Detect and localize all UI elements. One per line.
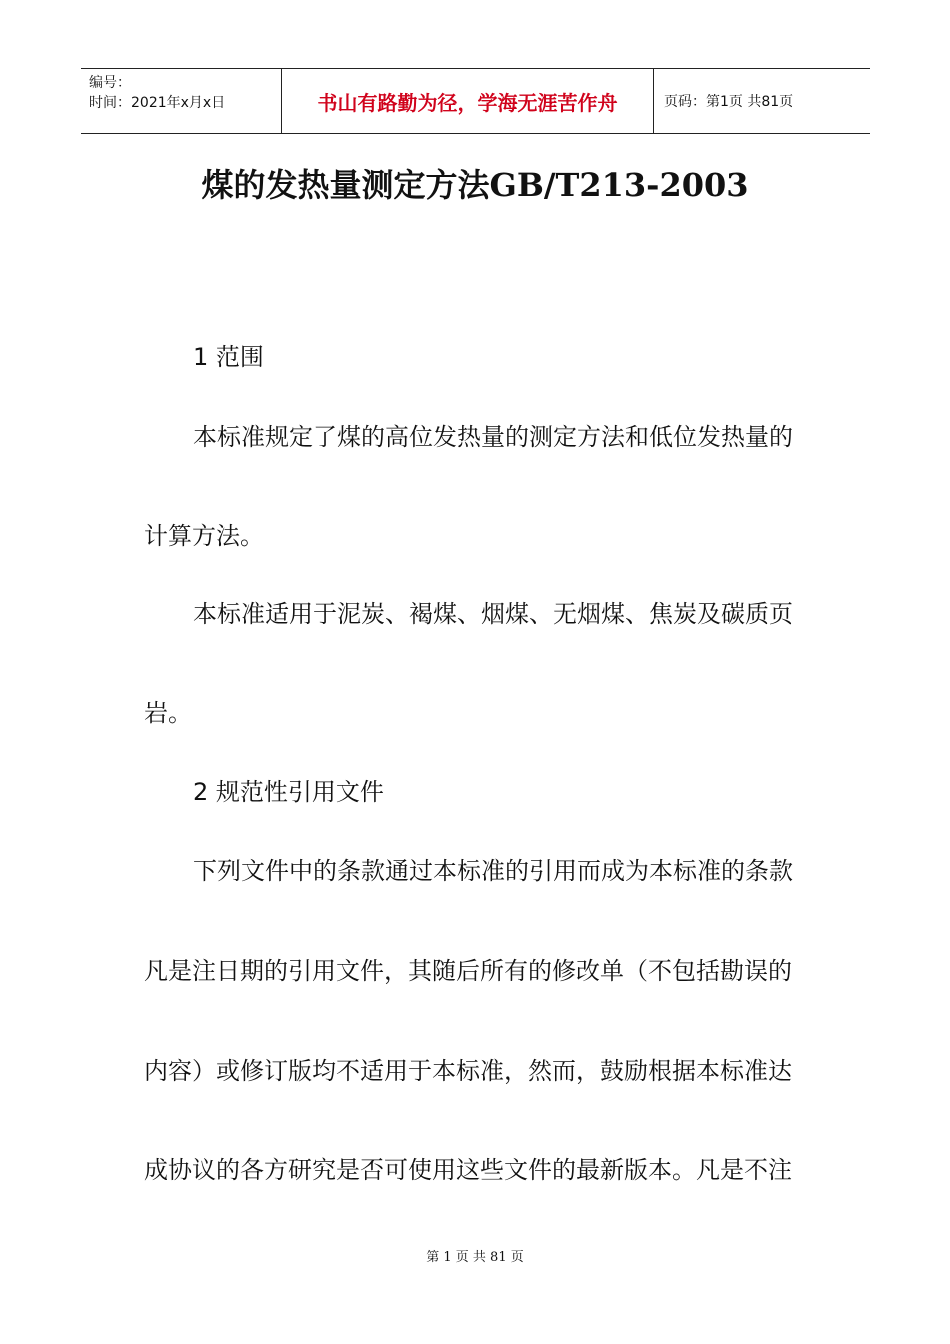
document-number-label: 编号： [89, 75, 131, 91]
document-time-label: 时间：2021年x月x日 [89, 95, 226, 111]
body-line: 下列文件中的条款通过本标准的引用而成为本标准的条款 [193, 857, 793, 885]
section-heading-2: 2 规范性引用文件 [193, 778, 384, 806]
body-line: 岩。 [144, 699, 192, 727]
body-line: 计算方法。 [144, 522, 264, 550]
header-motto: 书山有路勤为径，学海无涯苦作舟 [282, 69, 654, 133]
header-meta [81, 69, 282, 133]
body-line: 成协议的各方研究是否可使用这些文件的最新版本。凡是不注 [144, 1156, 792, 1184]
body-line: 内容）或修订版均不适用于本标准，然而，鼓励根据本标准达 [144, 1057, 792, 1085]
body-line: 凡是注日期的引用文件，其随后所有的修改单（不包括勘误的 [144, 957, 792, 985]
section-heading-1: 1 范围 [193, 343, 264, 371]
body-line: 本标准适用于泥炭、褐煤、烟煤、无烟煤、焦炭及碳质页 [193, 600, 793, 628]
page-footer: 第 1 页 共 81 页 [426, 1250, 524, 1265]
document-title: 煤的发热量测定方法GB/T213-2003 [201, 166, 749, 204]
header-page-info: 页码：第1页 共81页 [664, 94, 794, 110]
body-line: 本标准规定了煤的高位发热量的测定方法和低位发热量的 [193, 423, 793, 451]
page-header [81, 68, 870, 134]
